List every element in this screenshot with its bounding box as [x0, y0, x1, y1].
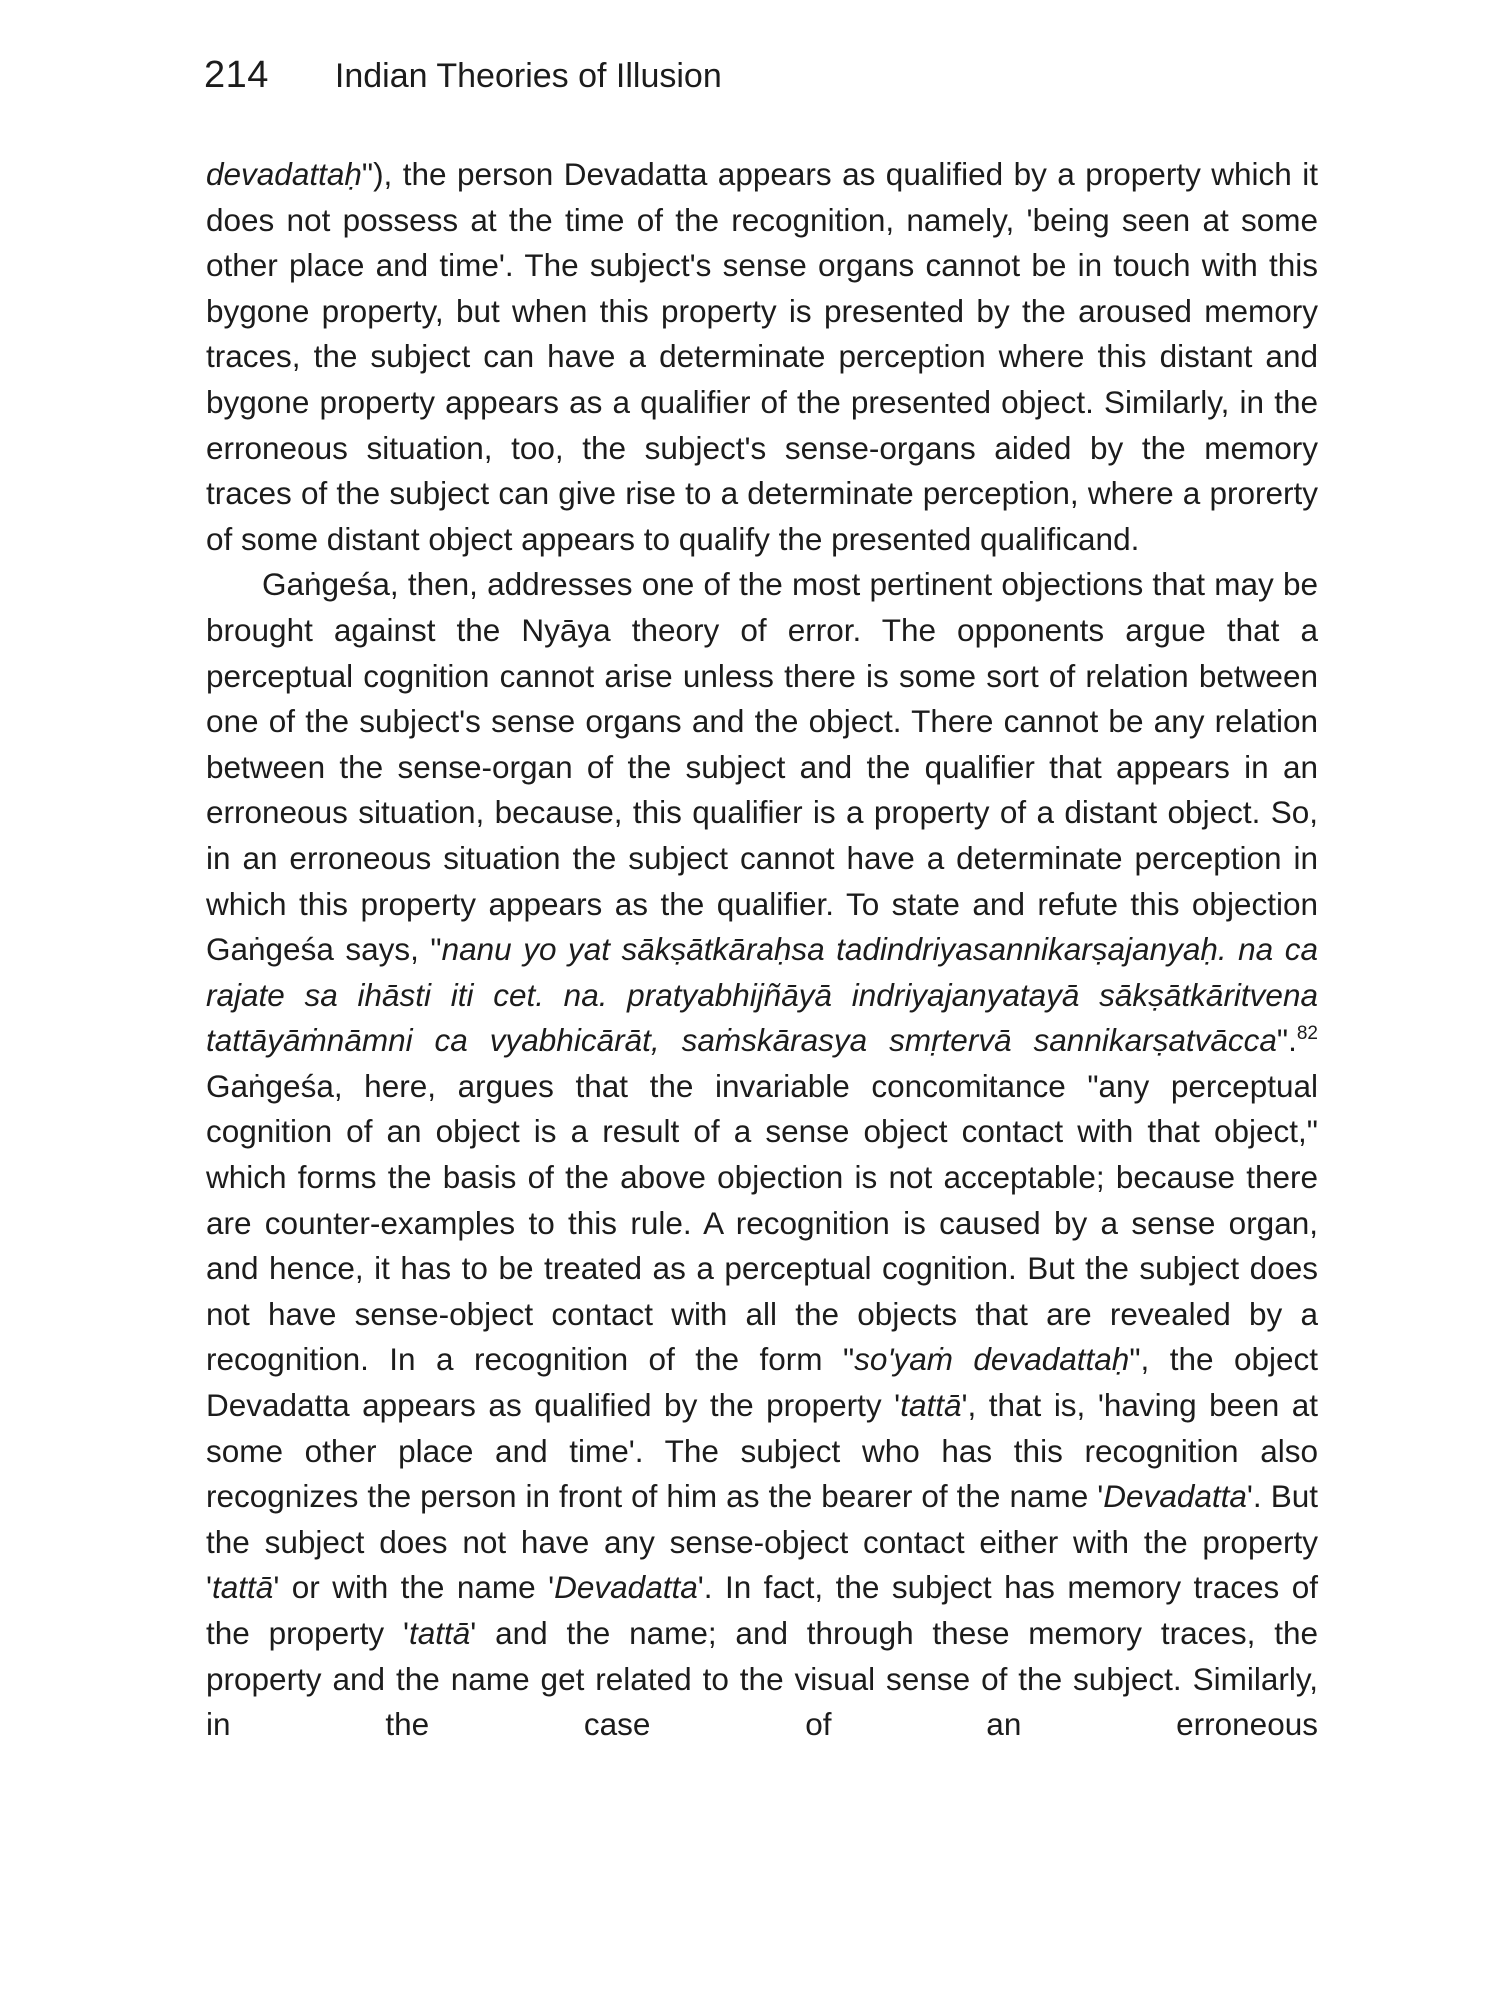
running-head	[204, 54, 722, 104]
paragraph-gangesa-objection	[206, 562, 1318, 1747]
sanskrit-term: tattā	[408, 1615, 471, 1651]
text-run: ' and the name; and through these memory traces, the property and the name get related to the visual sense of the subject. Similarly, in the case of an erroneous	[206, 1615, 1318, 1743]
text-run: Gaṅgeśa, here, argues that the invariable concomitance "any perceptual cognition of an object is a result of a sense object contact with that object," which forms the basis of the above objection is not acceptable; because there are counter-examples to this rule. A recognition is caused by a sense organ, and hence, it has to be treated as a perceptual cognition. But the subject does not have sense-object contact with all the objects that are revealed by a recognition. In a recognition of the form "	[206, 1067, 1318, 1378]
sanskrit-term: tattā	[900, 1387, 962, 1424]
text-run: ".	[1276, 1022, 1297, 1059]
text-run: Gaṅgeśa, then, addresses one of the most pertinent objections that may be brought against the Nyāya theory of error. The opponents argue that a perceptual cognition cannot arise unless there is some sort of relation between one of the subject's sense organs and the object. There cannot be any relation between the sense-organ of the subject and the qualifier that appears in an erroneous situation, because, this qualifier is a property of a distant object. So, in an erroneous situation the subject cannot have a determinate perception in which this property appears as the qualifier. To state and refute this objection Gaṅgeśa says, "	[206, 566, 1318, 968]
name-term: Devadatta	[554, 1569, 698, 1606]
text-run: ", the object Devadatta appears as qualified by the property '	[206, 1341, 1318, 1424]
sanskrit-term: so'yaṁ devadattaḥ	[854, 1341, 1130, 1378]
sanskrit-quotation: nanu yo yat sākṣātkāraḥsa tadindriyasannikarṣajanyaḥ. na ca rajate sa ihāsti iti cet. na. pratyabhijñāyā indriyajanyatayā sākṣātkāritvena tattāyāṁnāmni ca vyabhicārāt, saṁskārasya smṛtervā sannikarṣatvācca	[206, 931, 1318, 1059]
text-run: '. But the subject does not have any sense-object contact either with the property '	[206, 1478, 1318, 1606]
text-run: '. In fact, the subject has memory traces of the property '	[206, 1569, 1318, 1651]
text-run: "), the person Devadatta appears as qualified by a property which it does not possess at the time of the recognition, namely, 'being seen at some other place and time'. The subject's sense organs cannot be in touch with this bygone property, but when this property is presented by the aroused memory traces, the subject can have a determinate perception where this distant and bygone property appears as a qualifier of the presented object. Similarly, in the erroneous situation, too, the subject's sense-organs aided by the memory traces of the subject can give rise to a determinate perception, where a prorerty of some distant object appears to qualify the presented qualificand.	[206, 156, 1318, 557]
name-term: Devadatta	[1103, 1478, 1247, 1515]
book-title: Indian Theories of Illusion	[334, 57, 722, 95]
sanskrit-term: tattā	[212, 1569, 274, 1606]
paragraph-continued	[206, 152, 1318, 562]
page-number: 214	[204, 54, 269, 96]
text-run: ' or with the name '	[273, 1569, 555, 1606]
text-run: ', that is, 'having been at some other place and time'. The subject who has this recognition also recognizes the person in front of him as the bearer of the name '	[206, 1387, 1319, 1515]
footnote-reference: 82	[1296, 1023, 1318, 1045]
body-text	[206, 152, 1318, 1748]
sanskrit-term: devadattaḥ	[206, 156, 362, 192]
